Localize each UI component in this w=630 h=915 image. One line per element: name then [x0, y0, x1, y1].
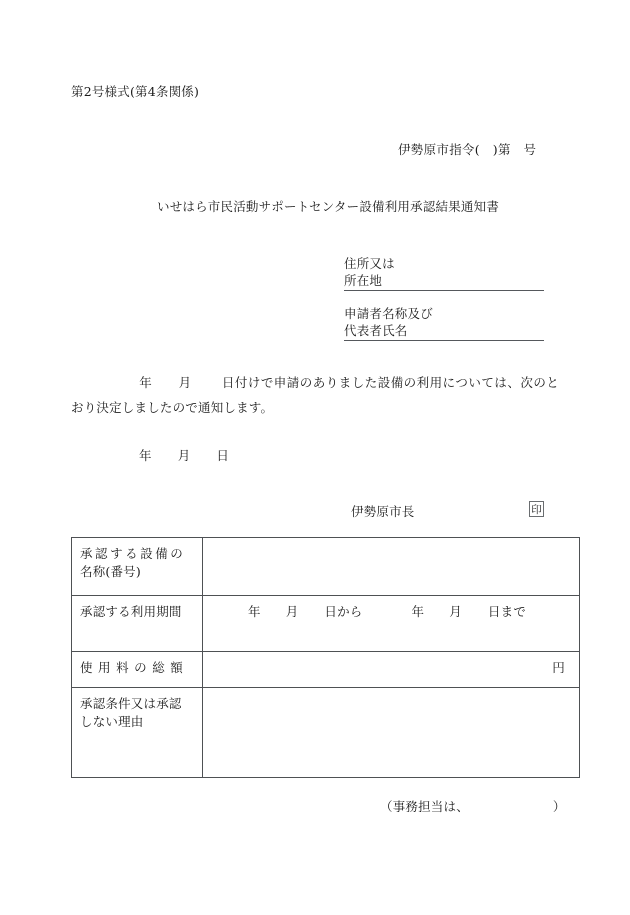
value-facility-name[interactable] [203, 538, 580, 596]
table-row-facility-name [72, 538, 580, 596]
value-total-fee[interactable] [203, 652, 580, 688]
issue-date-day: 日 [216, 448, 230, 463]
applicant-field-block [344, 303, 544, 341]
period-inline-group [211, 604, 526, 619]
label-conditions-reason-line2: しない理由 [80, 714, 144, 729]
value-conditions-reason[interactable] [203, 688, 580, 778]
address-label-line1: 住所又は [344, 256, 395, 271]
period-day-from: 日から [324, 604, 363, 619]
applicant-label-line1: 申請者名称及び [344, 306, 433, 321]
label-usage-period: 承認する利用期間 [72, 596, 203, 652]
form-number: 第2号様式(第4条関係) [71, 84, 200, 99]
table-row-total-fee [72, 652, 580, 688]
address-field-block [344, 253, 544, 291]
body-month: 月 [178, 375, 192, 390]
document-title: いせはら市民活動サポートセンター設備利用承認結果通知書 [157, 199, 500, 214]
label-total-fee-text: 使用料の総額 [80, 660, 183, 675]
issue-date-line [139, 446, 229, 464]
period-month-from: 月 [285, 604, 299, 619]
approval-details-table [71, 537, 580, 778]
label-total-fee [72, 652, 203, 688]
document-number: 伊勢原市指令( )第 号 [398, 142, 537, 157]
label-conditions-reason [72, 688, 203, 778]
table-row-usage-period [72, 596, 580, 652]
body-year: 年 [139, 375, 153, 390]
body-paragraph [71, 370, 559, 420]
body-text-part1: 日付けで申請のありました設備の利用については、次のとおり決 [71, 375, 560, 415]
label-facility-name-line2: 名称(番号) [80, 564, 141, 579]
label-facility-name-line1: 承認する設備の [80, 546, 183, 561]
footer-contact-note [380, 797, 566, 815]
applicant-label-line2: 代表者氏名 [344, 322, 544, 341]
issue-date-year: 年 [139, 448, 152, 463]
seal-stamp-icon: 印 [529, 501, 544, 517]
body-text-part2: 定しましたので通知します。 [109, 400, 274, 415]
period-day-to: 日まで [487, 604, 527, 619]
period-year-from: 年 [248, 604, 261, 619]
footer-open-text: （事務担当は、 [380, 799, 469, 814]
period-month-to: 月 [449, 604, 462, 619]
footer-close-text: ） [552, 799, 566, 814]
address-label-line2: 所在地 [344, 272, 544, 291]
period-year-to: 年 [411, 604, 425, 619]
issue-date-month: 月 [177, 448, 191, 463]
label-conditions-reason-line1: 承認条件又は承認 [80, 696, 182, 711]
value-usage-period[interactable] [203, 596, 580, 652]
issuer-name: 伊勢原市長 [351, 504, 415, 519]
label-facility-name [72, 538, 203, 596]
table-row-conditions-reason [72, 688, 580, 778]
currency-unit-yen: 円 [552, 660, 565, 675]
